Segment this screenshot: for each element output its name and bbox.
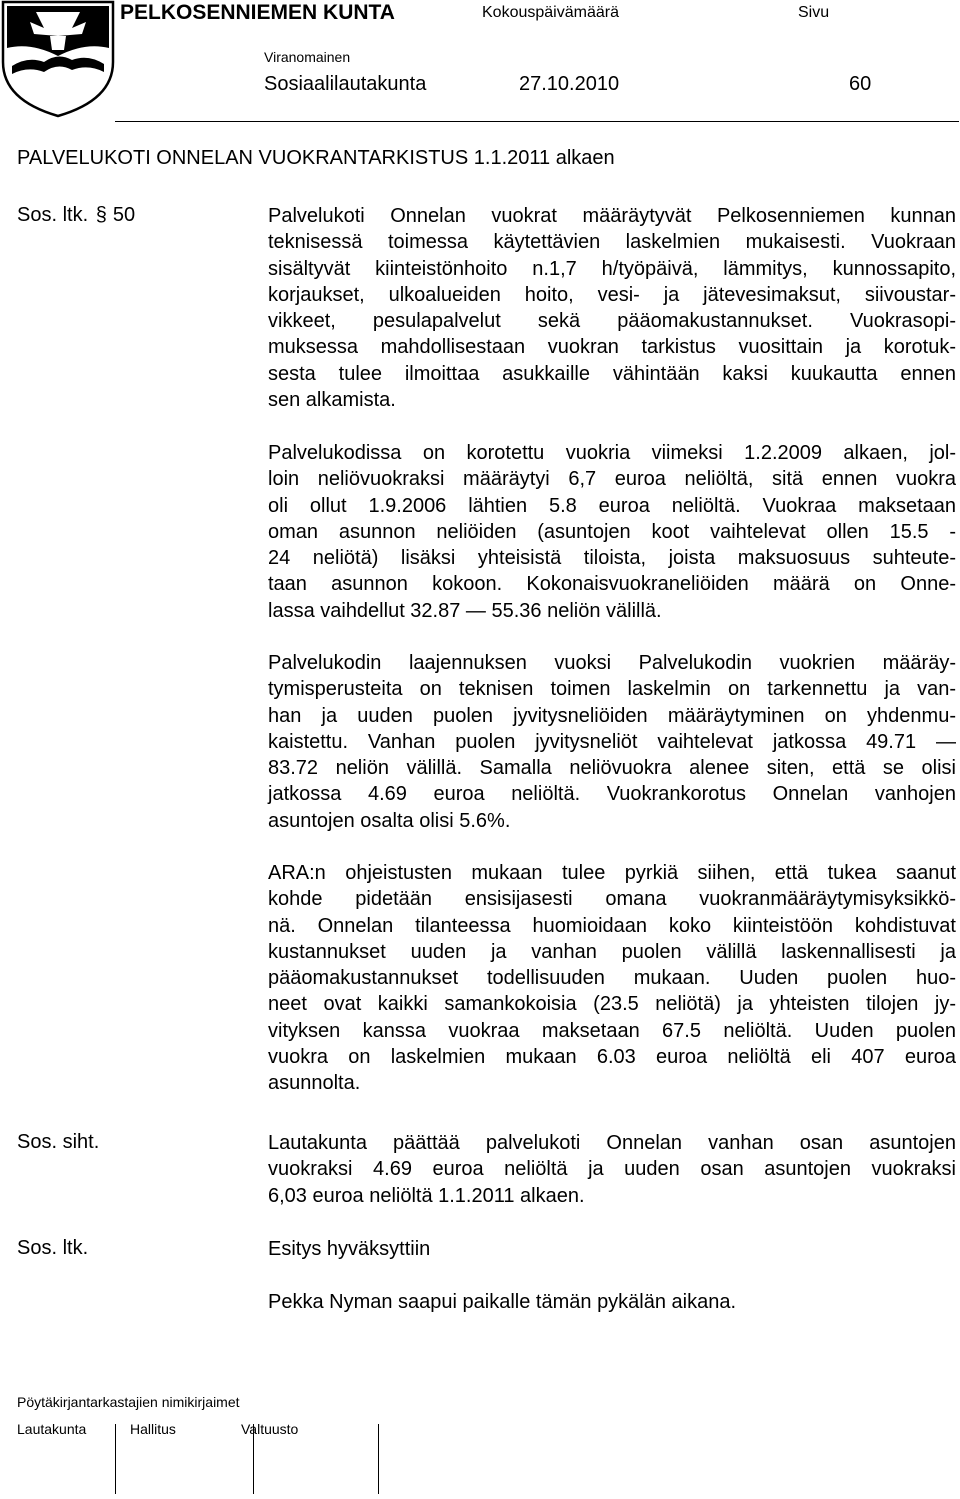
section-number: 50 — [112, 204, 136, 226]
text-line: Pekka Nyman saapui paikalle tämän pykälän aikana. — [268, 1291, 737, 1313]
signature-divider — [378, 1424, 379, 1494]
decision-label: Sos. ltk. — [17, 1237, 89, 1259]
footer-signature-label: Pöytäkirjantarkastajien nimikirjaimet — [17, 1394, 240, 1410]
text-line: Palvelukoti Onnelan vuokrat määräytyvät Pelkosenniemen kunnan — [268, 205, 956, 227]
text-line: sesta tulee ilmoittaa asukkaille vähintään kaksi kuukautta ennen — [268, 362, 956, 385]
proposal-label: Sos. siht. — [17, 1131, 100, 1153]
text-line: nä. Onnelan tilanteessa huomioidaan koko kiinteistöön kohdistuvat — [268, 914, 956, 937]
paragraph-proposal — [268, 1130, 956, 1209]
section-reference-label: Sos. ltk. — [17, 204, 89, 226]
text-line: ARA:n ohjeistusten mukaan tulee pyrkiä siihen, että tukea saanut — [268, 862, 956, 884]
text-line: Palvelukodin laajennuksen vuoksi Palvelukodin vuokrien määräy- — [268, 652, 956, 674]
text-line: teknisessä toimessa käytettävien laskelmien mukaisesti. Vuokraan — [268, 231, 956, 254]
municipality-name: PELKOSENNIEMEN KUNTA — [120, 1, 395, 24]
text-line: kaistettu. Vanhan puolen jyvitysneliöt vaihtelevat jatkossa 49.71 — — [268, 730, 956, 753]
authority-label: Viranomainen — [264, 49, 351, 65]
text-line: 6,03 euroa neliöltä 1.1.2011 alkaen. — [268, 1184, 585, 1207]
text-line: Palvelukodissa on korotettu vuokria viimeksi 1.2.2009 alkaen, jol- — [268, 442, 956, 464]
text-line: sen alkamista. — [268, 389, 396, 412]
paragraph-expansion — [268, 650, 956, 834]
text-line: taan asunnon kokoon. Kokonaisvuokraneliöiden määrä on Onne- — [268, 573, 956, 596]
text-line: Esitys hyväksyttiin — [268, 1238, 431, 1260]
footer-item-lautakunta: Lautakunta — [17, 1421, 87, 1437]
page-number: 60 — [849, 73, 872, 95]
paragraph-previous-increase — [268, 440, 956, 624]
text-line: oman asunnon neliöiden (asuntojen koot vaihtelevat ollen 15.5 - — [268, 520, 956, 543]
text-line: lassa vaihdellut 32.87 — 55.36 neliön välillä. — [268, 599, 662, 622]
text-line: korjaukset, ulkoalueiden hoito, vesi- ja jätevesimaksut, siivoustar- — [268, 283, 956, 306]
footer-item-valtuusto: Valtuusto — [241, 1421, 299, 1437]
text-line: tymisperusteita on teknisen toimen laskelmin on tarkennettu ja van- — [268, 678, 956, 701]
section-reference — [17, 204, 135, 227]
text-line: loin neliövuokraksi määräytyi 6,7 euroa neliöltä, sitä ennen vuokra — [268, 468, 956, 491]
text-line: 83.72 neliön välillä. Samalla neliövuokra alenee siten, että se olisi — [268, 757, 956, 780]
text-line: vuokraksi 4.69 euroa neliöltä ja uuden osan asuntojen vuokraksi — [268, 1158, 956, 1181]
authority-name: Sosiaalilautakunta — [264, 73, 427, 95]
text-line: muksessa mahdollisestaan vuokran tarkistus vuosittain ja korotuk- — [268, 336, 956, 359]
text-line: vityksen kanssa vuokraa maksetaan 67.5 neliöltä. Uuden puolen — [268, 1019, 956, 1042]
meeting-date: 27.10.2010 — [519, 73, 620, 95]
document-title: PALVELUKOTI ONNELAN VUOKRANTARKISTUS 1.1.2011 alkaen — [17, 147, 615, 169]
text-line: kohde pidetään ensisijasesti omana vuokranmääräytymisyksikkö- — [268, 888, 956, 911]
text-line: pääomakustannukset todellisuuden mukaan. Uuden puolen huo- — [268, 967, 956, 990]
text-line: asuntojen osalta olisi 5.6%. — [268, 809, 511, 832]
page-label: Sivu — [798, 4, 830, 21]
text-line: 24 neliötä) lisäksi yhteisistä tiloista, joista maksuosuus suhteute- — [268, 547, 956, 570]
text-line: sisältyvät kiinteistönhoito n.1,7 h/työpäivä, lämmitys, kunnossapito, — [268, 257, 956, 280]
paragraph-rent-basis — [268, 203, 956, 413]
signature-divider — [115, 1424, 116, 1494]
paragraph-decision — [268, 1236, 956, 1262]
text-line: han ja uuden puolen jyvitysneliöiden määräytyminen on yhdenmu- — [268, 704, 956, 727]
footer-item-hallitus: Hallitus — [130, 1421, 176, 1437]
text-line: kustannukset uuden ja vanhan puolen välillä laskennallisesti ja — [268, 940, 956, 963]
text-line: jatkossa 4.69 euroa neliöltä. Vuokrankorotus Onnelan vanhojen — [268, 783, 956, 806]
text-line: Lautakunta päättää palvelukoti Onnelan vanhan osan asuntojen — [268, 1132, 956, 1154]
paragraph-ara-guidance — [268, 860, 956, 1097]
header-divider — [115, 121, 959, 122]
text-line: neet ovat kaikki samankokoisia (23.5 neliötä) ja yhteisten tilojen jy- — [268, 993, 956, 1016]
text-line: asunnolta. — [268, 1072, 361, 1095]
signature-divider — [253, 1424, 254, 1494]
text-line: oli ollut 1.9.2006 lähtien 5.8 euroa neliöltä. Vuokraa maksetaan — [268, 494, 956, 517]
paragraph-note — [268, 1289, 956, 1315]
section-symbol: § — [95, 204, 107, 226]
text-line: vikkeet, pesulapalvelut sekä pääomakustannukset. Vuokrasopi- — [268, 310, 956, 333]
municipality-crest-logo — [0, 0, 118, 118]
text-line: vuokra on laskelmien mukaan 6.03 euroa neliöltä eli 407 euroa — [268, 1046, 956, 1069]
meeting-date-label: Kokouspäivämäärä — [482, 4, 619, 21]
